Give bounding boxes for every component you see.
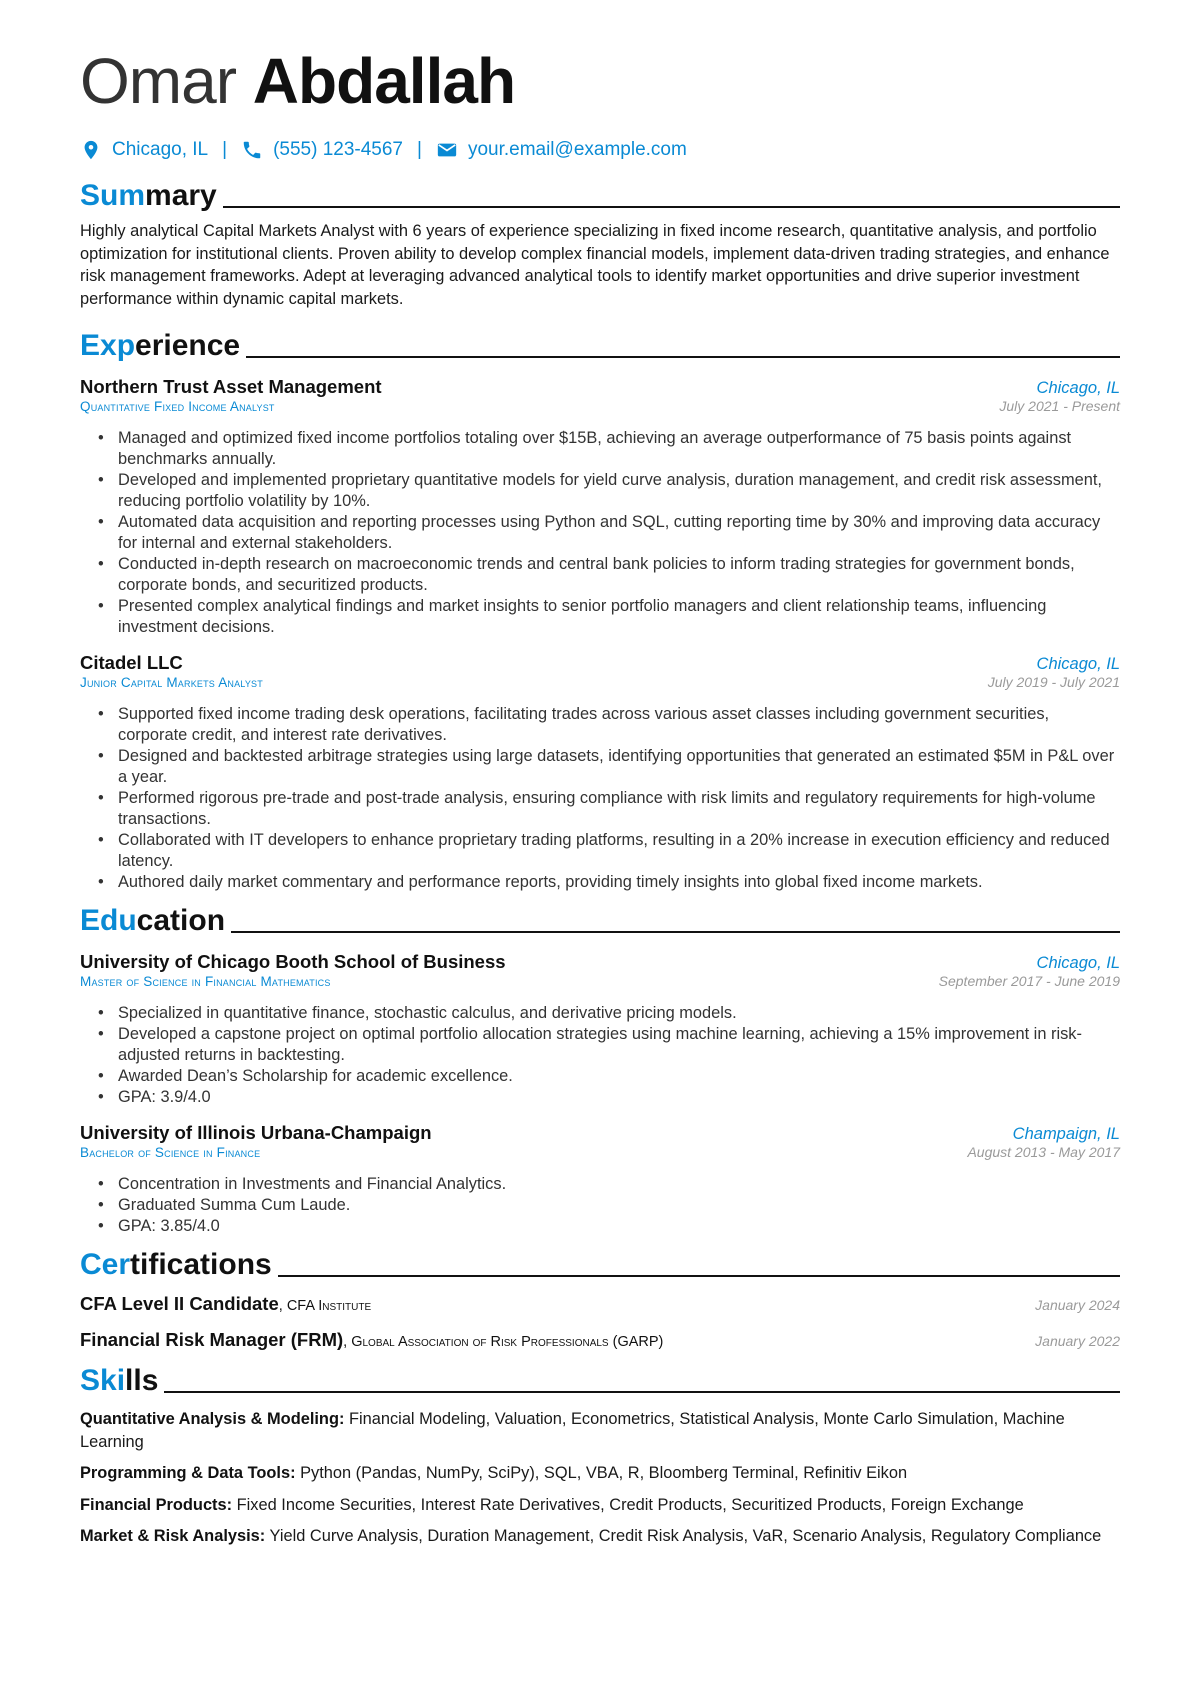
list-item: • Specialized in quantitative finance, stochastic calculus, and derivative pricing models.: [98, 1003, 1120, 1024]
summary-section-header: [80, 178, 1120, 214]
certification-date: January 2024: [1035, 1297, 1120, 1313]
certification-name: Financial Risk Manager (FRM): [80, 1329, 344, 1350]
entry-dates: July 2021 - Present: [999, 398, 1120, 414]
list-item: • Conducted in-depth research on macroeconomic trends and central bank policies to inform trading strategies for government bonds, corporate bonds, and securitized products.: [98, 554, 1120, 596]
certification-date: January 2022: [1035, 1333, 1120, 1349]
entry-dates: September 2017 - June 2019: [938, 973, 1120, 989]
job-title: Junior Capital Markets Analyst: [80, 675, 263, 690]
certification-item: Financial Risk Manager (FRM), Global Association of Risk Professionals (GARP) January 2022: [80, 1329, 1120, 1350]
candidate-name: [80, 40, 1120, 122]
job-title: Quantitative Fixed Income Analyst: [80, 399, 275, 414]
list-item: • Designed and backtested arbitrage strategies using large datasets, identifying opportunities that generated an estimated $5M in P&L over a year.: [98, 746, 1120, 788]
section-divider: [278, 1275, 1120, 1277]
contact-phone[interactable]: [241, 139, 403, 161]
skill-list: Fixed Income Securities, Interest Rate Derivatives, Credit Products, Securitized Products, Foreign Exchange: [236, 1495, 1024, 1514]
bullet-list: [80, 1003, 1120, 1108]
skill-list: Yield Curve Analysis, Duration Management, Credit Risk Analysis, VaR, Scenario Analysis, Regulatory Compliance: [269, 1527, 1102, 1545]
certification-item: CFA Level II Candidate, CFA Institute January 2024: [80, 1293, 1120, 1314]
section-title: Experience: [80, 329, 241, 362]
skill-category: Programming & Data Tools:: [80, 1464, 296, 1482]
certification-issuer: Global Association of Risk Professionals (GARP): [351, 1334, 664, 1350]
list-item: • Developed a capstone project on optimal portfolio allocation strategies using machine learning, achieving a 15% improvement in risk-adjusted returns in backtesting.: [98, 1024, 1120, 1066]
skill-list: Financial Modeling, Valuation, Econometrics, Statistical Analysis, Monte Carlo Simulation, Machine Learning: [80, 1410, 1065, 1451]
skill-list: Python (Pandas, NumPy, SciPy), SQL, VBA, R, Bloomberg Terminal, Refinitiv Eikon: [300, 1464, 908, 1482]
skill-category: Market & Risk Analysis:: [80, 1527, 266, 1545]
skill-group: [80, 1408, 1120, 1453]
list-item: • Concentration in Investments and Financial Analytics.: [98, 1174, 1120, 1195]
skill-group: [80, 1525, 1120, 1548]
phone-icon: [241, 139, 263, 161]
entry-dates: July 2019 - July 2021: [987, 674, 1120, 690]
section-divider: [223, 206, 1120, 208]
list-item: • GPA: 3.85/4.0: [98, 1216, 1120, 1237]
education-entry: [80, 951, 1120, 1108]
entry-location: Champaign, IL: [1012, 1125, 1120, 1143]
entry-location: Chicago, IL: [1036, 954, 1120, 972]
list-item: • Authored daily market commentary and performance reports, providing timely insights into global fixed income markets.: [98, 872, 1120, 893]
contact-location-text: Chicago, IL: [112, 139, 209, 160]
list-item: • Developed and implemented proprietary quantitative models for yield curve analysis, duration management, and credit risk assessment, reducing portfolio volatility by 10%.: [98, 470, 1120, 512]
experience-section-header: [80, 328, 1120, 364]
contact-line: [80, 136, 1120, 164]
experience-entry: [80, 376, 1120, 638]
entry-dates: August 2013 - May 2017: [967, 1144, 1120, 1160]
section-divider: [246, 356, 1120, 358]
contact-phone-text[interactable]: (555) 123-4567: [273, 139, 403, 160]
bullet-list: [80, 1174, 1120, 1237]
section-title: Education: [80, 904, 226, 937]
entry-location: Chicago, IL: [1036, 379, 1120, 397]
section-title: Certifications: [80, 1248, 272, 1281]
degree-title: Master of Science in Financial Mathematics: [80, 974, 331, 989]
degree-title: Bachelor of Science in Finance: [80, 1145, 261, 1160]
certifications-section-header: [80, 1247, 1120, 1283]
list-item: • Automated data acquisition and reporting processes using Python and SQL, cutting reporting time by 30% and improving data accuracy for internal and external stakeholders.: [98, 512, 1120, 554]
first-name: Omar: [80, 45, 236, 117]
employer-name: Citadel LLC: [80, 652, 183, 673]
skill-category: Quantitative Analysis & Modeling:: [80, 1410, 345, 1428]
contact-separator: |: [222, 139, 228, 160]
list-item: • Collaborated with IT developers to enhance proprietary trading platforms, resulting in a 20% increase in execution efficiency and reduced latency.: [98, 830, 1120, 872]
last-name: Abdallah: [252, 45, 516, 117]
list-item: • Supported fixed income trading desk operations, facilitating trades across various asset classes including government securities, corporate credit, and interest rate derivatives.: [98, 704, 1120, 746]
entry-location: Chicago, IL: [1036, 655, 1120, 673]
bullet-list: [80, 428, 1120, 638]
skills-section-header: [80, 1363, 1120, 1399]
skill-group: [80, 1494, 1120, 1517]
employer-name: Northern Trust Asset Management: [80, 376, 382, 397]
summary-text: Highly analytical Capital Markets Analyst with 6 years of experience specializing in fixed income research, quantitative analysis, and portfolio optimization for institutional clients. Proven ability to develop complex financial models, implement data-driven trading strategies, and enhance risk management frameworks. Adept at leveraging advanced analytical tools to identify market opportunities and drive superior investment performance within dynamic capital markets.: [80, 222, 1110, 308]
education-section-header: [80, 903, 1120, 939]
school-name: University of Illinois Urbana-Champaign: [80, 1122, 432, 1143]
experience-entry: [80, 652, 1120, 893]
bullet-list: [80, 704, 1120, 893]
contact-separator: |: [417, 139, 422, 160]
envelope-icon: [436, 139, 458, 161]
section-title: Summary: [80, 179, 217, 212]
certification-issuer: CFA Institute: [286, 1298, 372, 1314]
list-item: • Managed and optimized fixed income portfolios totaling over $15B, achieving an average outperformance of 75 basis points against benchmarks annually.: [98, 428, 1120, 470]
contact-location: [80, 139, 208, 161]
education-entry: [80, 1122, 1120, 1237]
map-marker-icon: [80, 139, 102, 161]
certification-name: CFA Level II Candidate: [80, 1293, 279, 1314]
skill-group: [80, 1462, 1120, 1485]
contact-email[interactable]: [436, 139, 687, 161]
list-item: • Graduated Summa Cum Laude.: [98, 1195, 1120, 1216]
skill-category: Financial Products:: [80, 1495, 233, 1514]
section-divider: [164, 1391, 1120, 1393]
list-item: • Presented complex analytical findings and market insights to senior portfolio managers and client relationship teams, influencing investment decisions.: [98, 596, 1120, 638]
list-item: • Performed rigorous pre-trade and post-trade analysis, ensuring compliance with risk limits and regulatory requirements for high-volume transactions.: [98, 788, 1120, 830]
resume-page: [80, 40, 1120, 1548]
contact-email-text[interactable]: your.email@example.com: [467, 139, 687, 160]
list-item: • Awarded Dean’s Scholarship for academic excellence.: [98, 1066, 1120, 1087]
school-name: University of Chicago Booth School of Business: [80, 951, 506, 972]
list-item: • GPA: 3.9/4.0: [98, 1087, 1120, 1108]
section-divider: [231, 931, 1120, 933]
section-title: Skills: [80, 1364, 159, 1397]
